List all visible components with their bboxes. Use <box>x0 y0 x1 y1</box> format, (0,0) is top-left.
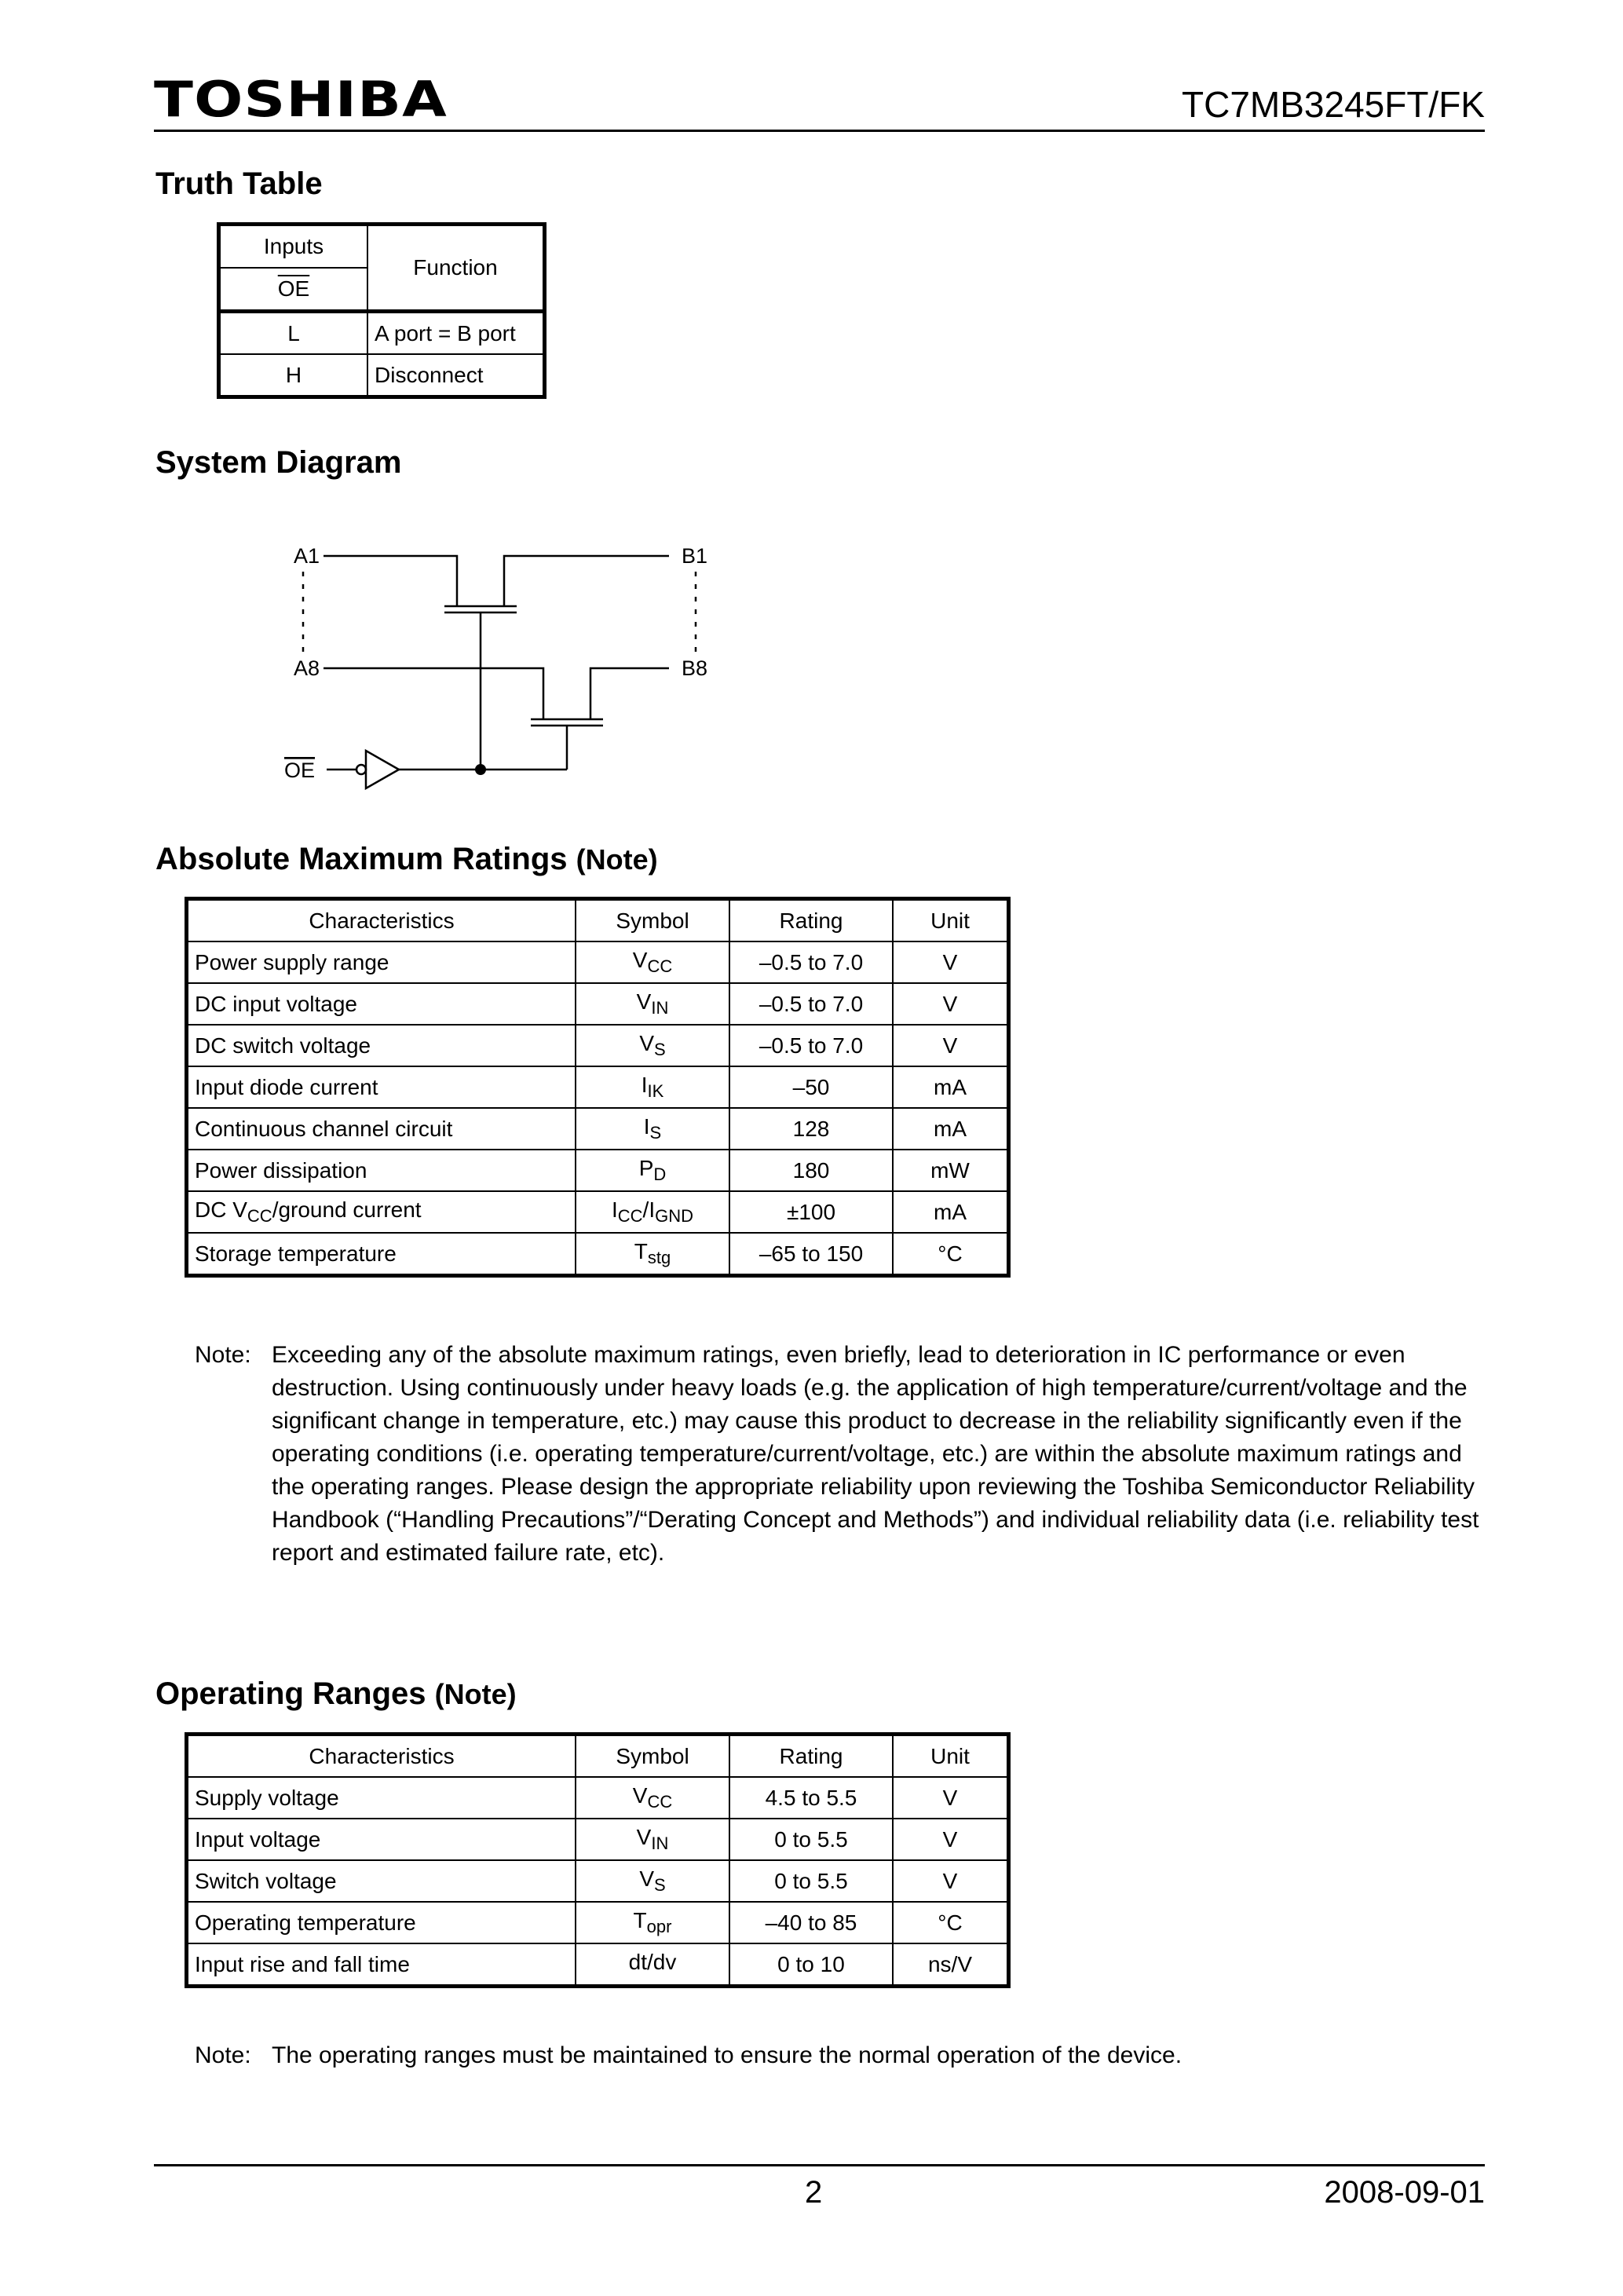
table-row: DC $V_{CC}$/ground current $I_{CC}/I_{GND}$ ±100 mA <box>187 1191 1009 1233</box>
document-date: 2008-09-01 <box>1324 2175 1485 2210</box>
col-rating: Rating <box>729 1735 893 1778</box>
header-rule <box>154 130 1485 132</box>
table-row: Continuous channel circuit $I_S$ 128 mA <box>187 1108 1009 1150</box>
abs-max-title: Absolute Maximum Ratings (Note) <box>155 842 658 876</box>
truth-table-row: L A port = B port <box>219 312 545 355</box>
a1-line <box>324 556 457 606</box>
system-diagram <box>267 526 754 817</box>
table-row: DC switch voltage $V_S$ –0.5 to 7.0 V <box>187 1025 1009 1066</box>
table-row: Power supply range $V_{CC}$ –0.5 to 7.0 V <box>187 941 1009 983</box>
label-a8: A8 <box>294 656 320 680</box>
table-row: Power dissipation $P_D$ 180 mW <box>187 1150 1009 1191</box>
system-diagram-title: System Diagram <box>155 445 402 480</box>
label-b8: B8 <box>682 656 708 680</box>
truth-table-title: Truth Table <box>155 166 323 201</box>
truth-table-row: H Disconnect <box>219 354 545 397</box>
table-row: DC input voltage $V_{IN}$ –0.5 to 7.0 V <box>187 983 1009 1025</box>
page-number: 2 <box>805 2175 823 2210</box>
junction-dot <box>475 764 486 775</box>
note-label: Note: <box>195 2042 251 2068</box>
a8-line <box>324 668 543 719</box>
table-row: Supply voltage $V_{CC}$ 4.5 to 5.5 V <box>187 1777 1009 1819</box>
label-b1: B1 <box>682 544 708 568</box>
col-characteristics: Characteristics <box>187 1735 576 1778</box>
truth-table <box>217 222 546 399</box>
truth-table-header-inputs: Inputs <box>219 225 368 269</box>
col-unit: Unit <box>893 1735 1009 1778</box>
b1-line <box>504 556 669 606</box>
footer-rule <box>154 2164 1485 2166</box>
table-row: Operating temperature $T_{opr}$ –40 to 85 °C <box>187 1902 1009 1943</box>
col-characteristics: Characteristics <box>187 899 576 942</box>
b8-line <box>590 668 669 719</box>
abs-max-table <box>185 897 1011 1278</box>
note-text: Exceeding any of the absolute maximum ratings, even briefly, lead to deterioration in IC performance or even destruction. Using continuously under heavy loads (e.g. the application of high temperature/current/voltage and the significant change in temperature, etc.) may cause this product to decrease in the reliability significantly even if the operating conditions (i.e. operating temperature/current/voltage, etc.) are within the absolute maximum ratings and the operating ranges. Please design the appropriate reliability upon reviewing the Toshiba Semiconductor Reliability Handbook (“Handling Precautions”/“Derating Concept and Methods”) and individual reliability data (i.e. reliability test report and estimated failure rate, etc). <box>272 1342 1479 1566</box>
toshiba-logo: TOSHIBA <box>154 71 448 128</box>
table-row: Input diode current $I_{IK}$ –50 mA <box>187 1066 1009 1108</box>
table-row: Switch voltage $V_S$ 0 to 5.5 V <box>187 1860 1009 1902</box>
col-unit: Unit <box>893 899 1009 942</box>
table-row: Input voltage $V_{IN}$ 0 to 5.5 V <box>187 1819 1009 1860</box>
abs-max-note <box>195 1339 1498 1637</box>
op-ranges-table <box>185 1732 1011 1988</box>
table-row: Input rise and fall time dt/dv 0 to 10 ns/V <box>187 1943 1009 1987</box>
truth-table-header-oe: $\overline{OE}$ <box>219 268 368 312</box>
note-label: Note: <box>195 1342 251 1368</box>
table-row: Storage temperature $T_{stg}$ –65 to 150 °C <box>187 1233 1009 1276</box>
note-text: The operating ranges must be maintained to ensure the normal operation of the device. <box>272 2042 1183 2068</box>
label-a1: A1 <box>294 544 320 568</box>
op-ranges-title: Operating Ranges (Note) <box>155 1676 517 1711</box>
col-symbol: Symbol <box>576 1735 729 1778</box>
truth-table-header-function: Function <box>367 225 545 312</box>
label-oe: OE <box>284 759 316 782</box>
col-symbol: Symbol <box>576 899 729 942</box>
part-number: TC7MB3245FT/FK <box>1182 84 1485 125</box>
col-rating: Rating <box>729 899 893 942</box>
op-ranges-note <box>195 2039 1498 2075</box>
